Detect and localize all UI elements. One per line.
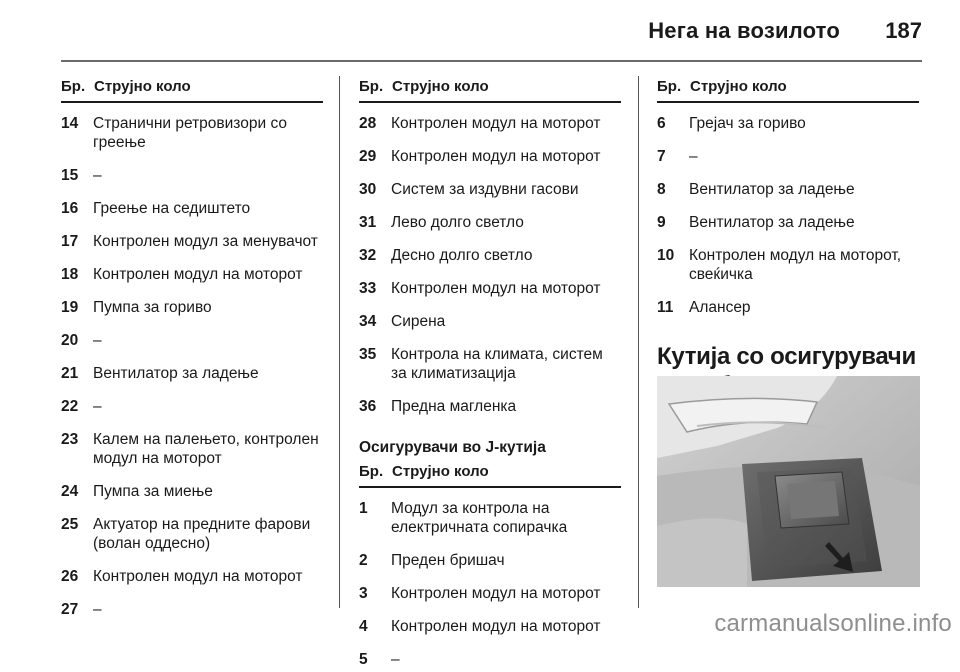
table-row [61,221,323,254]
circuit-name: Контролен модул на моторот [391,585,601,602]
circuit-name: Систем за издувни гасови [391,181,579,198]
circuit-name: – [93,601,102,618]
fuse-number: 14 [61,115,79,132]
fuse-number: 24 [61,483,79,500]
fuse-number: 28 [359,115,377,132]
circuit-name: Контролен модул на моторот [391,115,601,132]
table-row [359,235,621,268]
table-row [359,202,621,235]
fuse-table-column-2 [359,78,621,672]
circuit-name: Вентилатор за ладење [689,181,855,198]
watermark-text: carmanualsonline.info [714,610,952,637]
fuse-number: 1 [359,500,368,517]
page-header-title: Нега на возилото [648,18,840,43]
fuse-number: 34 [359,313,377,330]
circuit-name: Контрола на климата, систем за климатизација [391,346,603,382]
circuit-name: Преден бришач [391,552,505,569]
j-box-fuse-rows [359,488,621,672]
table-row [657,235,919,287]
table-row [61,320,323,353]
table-row [657,287,919,320]
fuse-number: 27 [61,601,79,618]
fuse-number: 16 [61,200,79,217]
table-row [61,386,323,419]
header-circuit: Струјно коло [94,78,191,95]
fuse-number: 31 [359,214,377,231]
section-title: Кутија со осигурувачи [657,343,916,370]
circuit-name: Грејач за гориво [689,115,806,132]
circuit-name: Контролен модул за менувачот [93,233,318,250]
table-row [61,504,323,556]
circuit-name: Пумпа за гориво [93,299,212,316]
fuse-number: 23 [61,431,79,448]
table-row [61,471,323,504]
header-circuit: Струјно коло [690,78,787,95]
table-row [359,136,621,169]
fuse-number: 18 [61,266,79,283]
circuit-name: Странични ретровизори со греење [93,115,287,151]
circuit-name: Сирена [391,313,446,330]
table-row [359,488,621,540]
fuse-rows [657,103,919,320]
fuse-number: 15 [61,167,79,184]
circuit-name: – [93,398,102,415]
circuit-name: Пумпа за миење [93,483,213,500]
fuse-number: 3 [359,585,368,602]
table-row [61,103,323,155]
header-circuit: Струјно коло [392,78,489,95]
fuse-number: 7 [657,148,666,165]
fuse-number: 30 [359,181,377,198]
circuit-name: Контролен модул на моторот [93,266,303,283]
fuse-box-cover-photo [657,376,920,587]
circuit-name: Предна магленка [391,398,517,415]
table-row [359,301,621,334]
fuse-number: 35 [359,346,377,363]
circuit-name: – [391,651,400,668]
fuse-number: 25 [61,516,79,533]
circuit-name: – [93,167,102,184]
fuse-number: 22 [61,398,79,415]
table-row [61,155,323,188]
header-number: Бр. [359,463,384,480]
table-row [61,287,323,320]
fuse-box-photo-illustration [657,376,920,587]
fuse-number: 9 [657,214,666,231]
fuse-number: 29 [359,148,377,165]
header-number: Бр. [61,78,86,95]
circuit-name: Модул за контрола на електричната сопирачка [391,500,568,536]
table-row [359,103,621,136]
fuse-number: 21 [61,365,79,382]
table-row [359,573,621,606]
fuse-rows [359,103,621,419]
circuit-name: Контролен модул на моторот [391,148,601,165]
circuit-name: Вентилатор за ладење [93,365,259,382]
table-row [61,589,323,622]
table-row [61,556,323,589]
table-header [61,78,323,103]
circuit-name: – [689,148,698,165]
table-row [657,103,919,136]
fuse-number: 32 [359,247,377,264]
fuse-number: 5 [359,651,368,668]
table-row [359,540,621,573]
fuse-number: 11 [657,299,674,316]
header-number: Бр. [359,78,384,95]
table-row [359,639,621,672]
table-row [359,606,621,639]
fuse-table-column-1 [61,78,323,622]
table-row [359,386,621,419]
fuse-number: 33 [359,280,377,297]
table-row [61,419,323,471]
table-header-j-box [359,463,621,488]
fuse-number: 6 [657,115,666,132]
fuse-number: 10 [657,247,675,264]
circuit-name: – [93,332,102,349]
circuit-name: Греење на седиштето [93,200,251,217]
header-circuit: Струјно коло [392,463,489,480]
circuit-name: Контролен модул на моторот [391,280,601,297]
circuit-name: Вентилатор за ладење [689,214,855,231]
table-header [359,78,621,103]
circuit-name: Контролен модул на моторот [391,618,601,635]
fuse-number: 19 [61,299,79,316]
page-number: 187 [885,18,922,43]
fuse-rows [61,103,323,622]
table-row [61,254,323,287]
circuit-name: Алансер [689,299,751,316]
fuse-number: 20 [61,332,79,349]
header-rule [61,60,922,62]
fuse-number: 17 [61,233,79,250]
table-row [359,169,621,202]
circuit-name: Десно долго светло [391,247,533,264]
fuse-number: 8 [657,181,666,198]
table-row [657,136,919,169]
circuit-name: Контролен модул на моторот [93,568,303,585]
circuit-name: Контролен модул на моторот, свеќичка [689,247,902,283]
table-row [61,353,323,386]
circuit-name: Лево долго светло [391,214,524,231]
table-row [61,188,323,221]
table-row [359,334,621,386]
fuse-number: 26 [61,568,79,585]
fuse-number: 2 [359,552,368,569]
column-divider-1 [339,76,340,608]
table-row [657,169,919,202]
fuse-number: 36 [359,398,377,415]
table-row [359,268,621,301]
header-number: Бр. [657,78,682,95]
table-row [657,202,919,235]
circuit-name: Актуатор на предните фарови (волан оддесно) [93,516,311,552]
circuit-name: Калем на палењето, контролен модул на моторот [93,431,319,467]
table-header [657,78,919,103]
fuse-number: 4 [359,618,368,635]
j-box-subheading: Осигурувачи во J-кутија [359,439,546,456]
column-divider-2 [638,76,639,608]
